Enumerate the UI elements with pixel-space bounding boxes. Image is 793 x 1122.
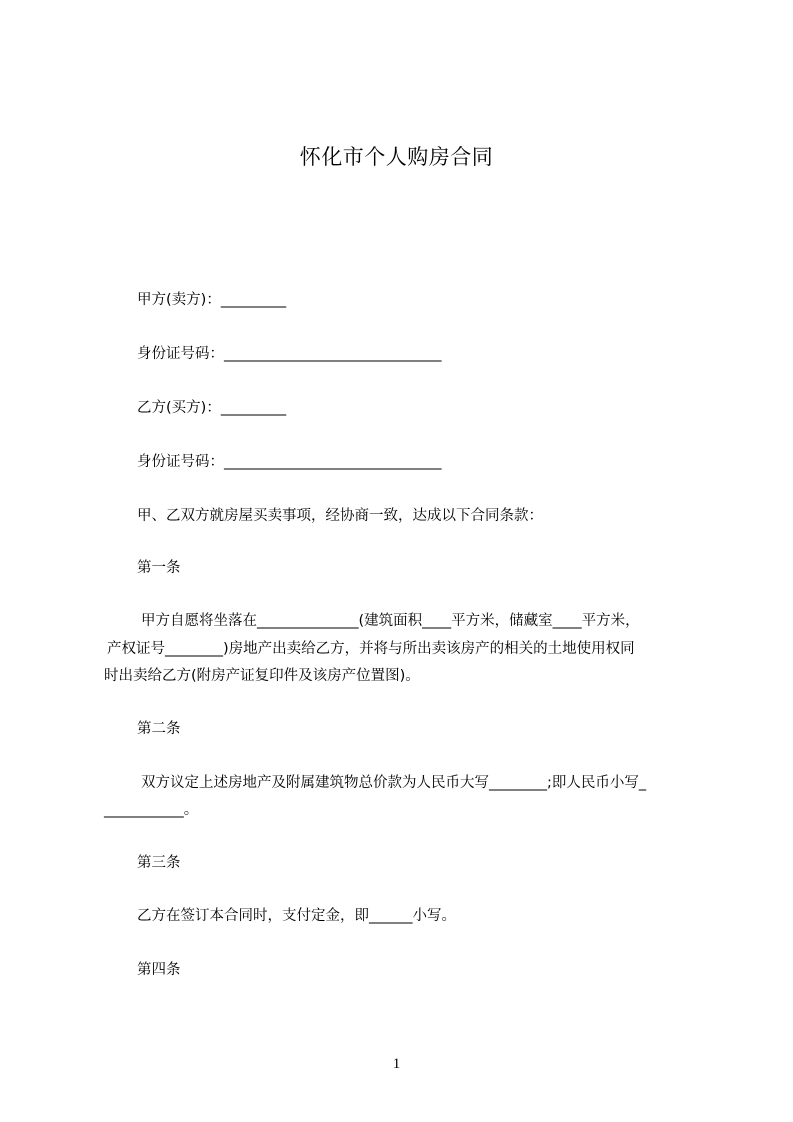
- article-2-heading: 第二条: [137, 721, 181, 737]
- article-3-heading: 第三条: [137, 855, 181, 871]
- buyer-line: 乙方(买方)：_________: [137, 400, 287, 416]
- buyer-id-line: 身份证号码：______________________________: [137, 454, 442, 470]
- article-3-text: 乙方在签订本合同时，支付定金，即______小写。: [137, 908, 456, 924]
- seller-line: 甲方(卖方)：_________: [137, 292, 287, 308]
- page-number: 1: [392, 1056, 401, 1072]
- article-2-text-line-2: ___________。: [104, 802, 199, 818]
- article-4-heading: 第四条: [137, 962, 181, 978]
- article-1-text-line-1: 甲方自愿将坐落在______________(建筑面积____平方米，储藏室____平方米，: [141, 613, 640, 629]
- intro-paragraph: 甲、乙双方就房屋买卖事项，经协商一致，达成以下合同条款：: [137, 508, 543, 524]
- seller-id-line: 身份证号码：______________________________: [137, 346, 442, 362]
- article-1-text-line-2: 产权证号________)房地产出卖给乙方，并将与所出卖该房产的相关的土地使用权同: [107, 641, 635, 657]
- article-2-text-line-1: 双方议定上述房地产及附属建筑物总价款为人民币大写________;即人民币小写_: [141, 775, 647, 791]
- document-title: 怀化市个人购房合同: [299, 145, 494, 169]
- article-1-text-line-3: 时出卖给乙方(附房产证复印件及该房产位置图)。: [104, 668, 420, 684]
- article-1-heading: 第一条: [137, 560, 181, 576]
